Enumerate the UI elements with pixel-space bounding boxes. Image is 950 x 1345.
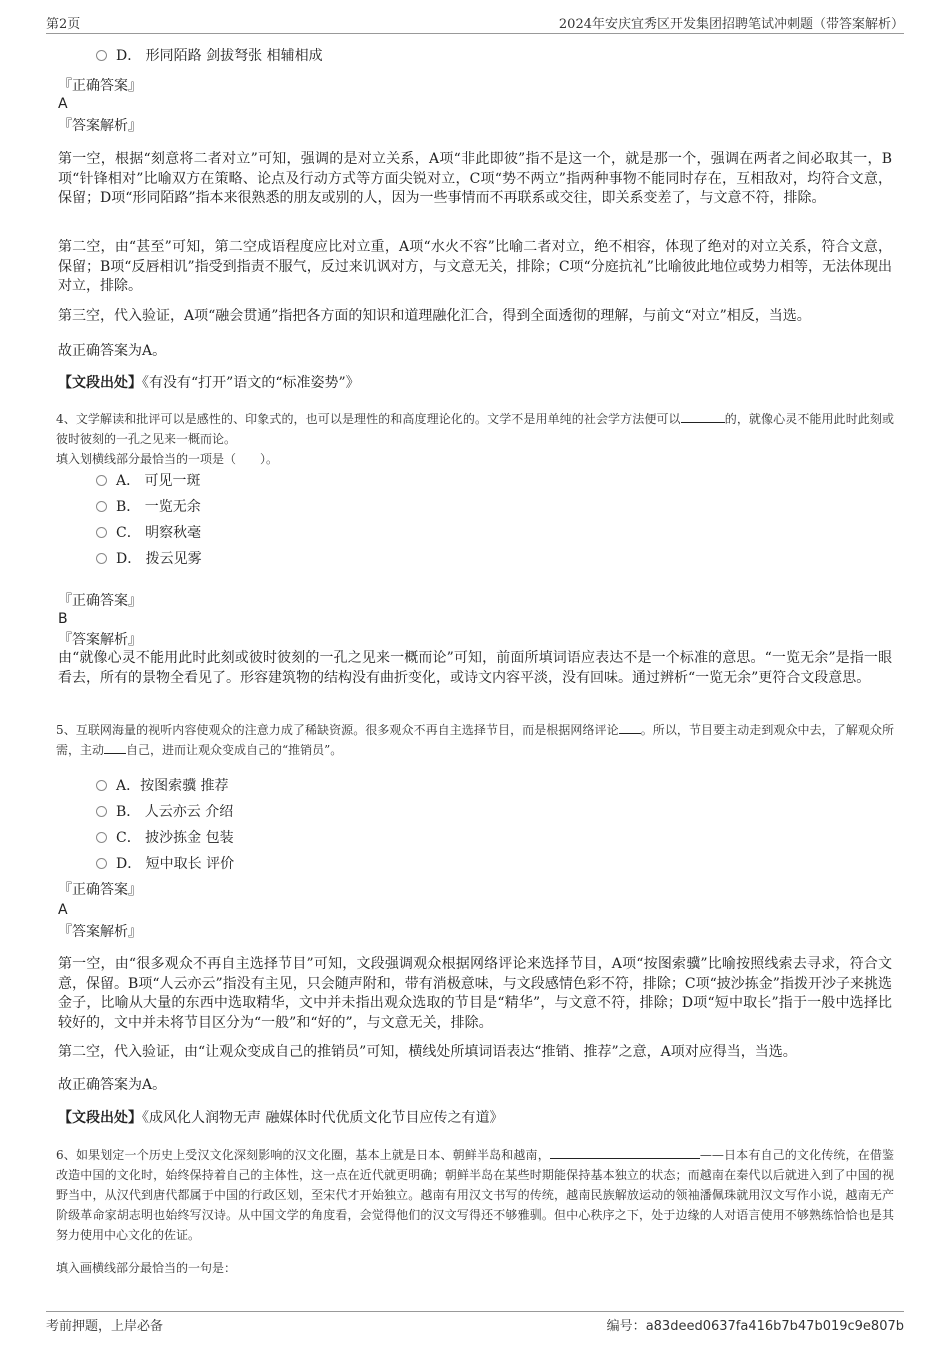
document-title: 2024年安庆宜秀区开发集团招聘笔试冲刺题（带答案解析） (558, 17, 904, 32)
q5-analysis-p3: 故正确答案为A。 (58, 1077, 167, 1093)
source-title: 《有没有“打开”语文的“标准姿势”》 (142, 375, 360, 391)
q4-stem: 4、文学解读和批评可以是感性的、印象式的，也可以是理性的和高度理论化的。文学不是用单纯的社会学方法便可以 的，就像心灵不能用此时此刻或彼时彼刻的一孔之见来一概而论。 (56, 412, 894, 446)
q5-stem: 5、互联网海量的视听内容使观众的注意力成了稀缺资源。很多观众不再自主选择节目，而是根据网络评论 。所以，节目要主动走到观众中去，了解观众所需，主动 自己，进而让观众变成自己的“推销员”。 (56, 723, 894, 757)
fill-blank (619, 721, 641, 734)
radio-icon[interactable] (96, 501, 107, 512)
q5-option-a[interactable]: A．按图索骥 推荐 (96, 776, 229, 796)
radio-icon[interactable] (96, 50, 107, 61)
fill-blank (681, 410, 725, 423)
q5-answer: A (58, 902, 68, 918)
q5-analysis-label: 『答案解析』 (58, 924, 142, 940)
radio-icon[interactable] (96, 553, 107, 564)
q3-analysis-label: 『答案解析』 (58, 118, 142, 134)
fill-blank (550, 1146, 700, 1159)
q4-prompt: 填入划横线部分最恰当的一项是（ ）。 (56, 452, 279, 466)
footer-slogan: 考前押题，上岸必备 (46, 1319, 164, 1334)
q3-analysis-p2: 第二空，由“甚至”可知，第二空成语程度应比对立重，A项“水火不容”比喻二者对立，绝不相容，体现了绝对的对立关系，符合文意，保留；B项“反唇相讥”指受到指责不服气，反过来讥讽对方，与文意无关，排除；C项“分庭抗礼”比喻彼此地位或势力相等，无法体现出对立，排除。 (58, 239, 892, 294)
q4-answer: B (58, 611, 68, 627)
q5-analysis-p2: 第二空，代入验证，由“让观众变成自己的推销员”可知，横线处所填词语表达“推销、推荐”之意，A项对应得当，当选。 (58, 1044, 797, 1060)
q3-answer-label: 『正确答案』 (58, 78, 142, 94)
q4-analysis-label: 『答案解析』 (58, 632, 142, 648)
radio-icon[interactable] (96, 527, 107, 538)
fill-blank (104, 741, 126, 754)
q3-analysis-p3: 第三空，代入验证，A项“融会贯通”指把各方面的知识和道理融化汇合，得到全面透彻的理解，与前文“对立”相反，当选。 (58, 308, 811, 324)
q3-source (58, 374, 892, 394)
radio-icon[interactable] (96, 806, 107, 817)
q4-option-d[interactable]: D． 拨云见雾 (96, 549, 202, 569)
source-title: 《成风化人润物无声 融媒体时代优质文化节目应传之有道》 (142, 1110, 504, 1126)
q4-option-b[interactable]: B． 一览无余 (96, 497, 201, 517)
q3-option-d[interactable]: D． 形同陌路 剑拔弩张 相辅相成 (96, 46, 323, 66)
q4-option-c[interactable]: C． 明察秋毫 (96, 523, 201, 543)
q5-source (58, 1109, 892, 1129)
q4-answer-label: 『正确答案』 (58, 593, 142, 609)
page-number: 第2页 (46, 17, 81, 32)
source-label: 【文段出处】 (58, 375, 142, 391)
page-footer (46, 1311, 904, 1337)
radio-icon[interactable] (96, 858, 107, 869)
footer-code: 编号：a83deed0637fa416b7b47b019c9e807b (606, 1319, 904, 1334)
q5-option-d[interactable]: D． 短中取长 评价 (96, 854, 234, 874)
q3-answer: A (58, 96, 68, 112)
radio-icon[interactable] (96, 475, 107, 486)
q5-option-b[interactable]: B． 人云亦云 介绍 (96, 802, 233, 822)
source-label: 【文段出处】 (58, 1110, 142, 1126)
q5-answer-label: 『正确答案』 (58, 882, 142, 898)
radio-icon[interactable] (96, 832, 107, 843)
q6-prompt: 填入画横线部分最恰当的一句是： (56, 1261, 237, 1275)
q3-analysis-p4: 故正确答案为A。 (58, 343, 167, 359)
q4-option-a[interactable]: A． 可见一斑 (96, 471, 201, 491)
q6-stem: 6、如果划定一个历史上受汉文化深刻影响的汉文化圈，基本上就是日本、朝鲜半岛和越南， ——日本有自己的文化传统，在借鉴改造中国的文化时，始终保持着自己的主体性，这一点在近代就更明确；朝鲜半岛在某些时期能保持基本独立的状态；而越南在秦代以后就进入到了中国的视野当中，从汉代到唐代都属于中国的行政区划，至宋代才开始独立。越南有用汉文书写的传统，越南民族解放运动的领袖潘佩珠就用汉文写作小说，越南无产阶级革命家胡志明也始终写汉诗。从中国文学的角度看，会觉得他们的汉文写得还不够雅驯。但中心秩序之下，处于边缘的人对语言使用不够熟练恰恰也是其努力使用中心文化的佐证。 (56, 1148, 894, 1242)
q5-analysis-p1: 第一空，由“很多观众不再自主选择节目”可知，文段强调观众根据网络评论来选择节目，A项“按图索骥”比喻按照线索去寻求，符合文意，保留。B项“人云亦云”指没有主见，只会随声附和，带有消极意味，与文段感情色彩不符，排除；C项“披沙拣金”指拨开沙子来挑选金子，比喻从大量的东西中选取精华，文中并未指出观众选取的节目是“精华”，与文意不符，排除；D项“短中取长”指于一般中选择比较好的，文中并未将节目区分为“一般”和“好的”，与文意无关，排除。 (58, 956, 892, 1031)
q5-option-c[interactable]: C． 披沙拣金 包装 (96, 828, 234, 848)
radio-icon[interactable] (96, 780, 107, 791)
page-header (46, 13, 904, 34)
q3-analysis-p1: 第一空，根据“刻意将二者对立”可知，强调的是对立关系，A项“非此即彼”指不是这一个，就是那一个，强调在两者之间必取其一，B项“针锋相对”比喻双方在策略、论点及行动方式等方面尖锐对立，C项“势不两立”指两种事物不能同时存在，互相敌对，均符合文意，保留；D项“形同陌路”指本来很熟悉的朋友或别的人，因为一些事情而不再联系或交往，即关系变差了，与文意不符，排除。 (58, 151, 892, 206)
q4-analysis: 由“就像心灵不能用此时此刻或彼时彼刻的一孔之见来一概而论”可知，前面所填词语应表达不是一个标准的意思。“一览无余”是指一眼看去，所有的景物全看见了。形容建筑物的结构没有曲折变化，或诗文内容平淡，没有回味。通过辨析“一览无余”更符合文段意思。 (58, 650, 892, 686)
